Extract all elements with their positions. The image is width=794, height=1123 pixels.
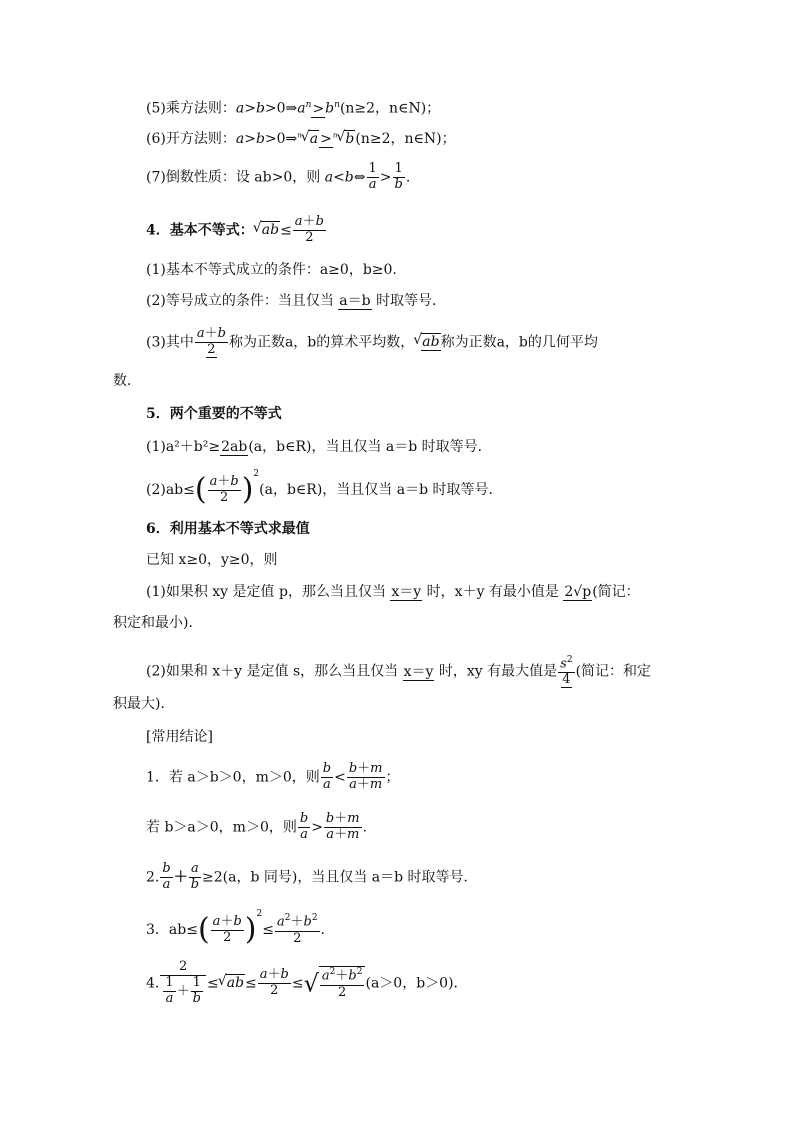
p1-post: (简记： [592, 584, 640, 600]
section-4-cond-3-end: 数． [113, 373, 141, 389]
ineq-2-post: (a，b∈R)，当且仅当 a＝b 时取等号． [259, 482, 503, 498]
c1-pre: 1．若 a＞b＞0，m＞0，则 [146, 769, 320, 786]
ineq-2-pre: (2)ab≤ [146, 482, 195, 498]
rule-5-cond: n≥2，n∈N [345, 100, 421, 117]
c4-post: (a＞0，b＞0)． [365, 975, 468, 992]
section-5-heading: 5．两个重要的不等式 [146, 406, 282, 422]
cond-2-post: 时取等号． [376, 293, 447, 309]
section-4-title: 4．基本不等式： [146, 222, 254, 239]
ineq-1-pre: (1)a²＋b²≥ [146, 439, 221, 455]
section-6-p1-end: 积定和最小)． [113, 615, 203, 631]
conclusion-1-alt: 若 b＞a＞0，m＞0，则 $\frac{b}{a}$ > $\frac{b+m}{a+m}$ . [146, 811, 368, 842]
p2-pre: (2)如果和 x＋y 是定值 s，那么当且仅当 [146, 663, 399, 680]
cond-3-mid: 称为正数a，b的算术平均数， [228, 334, 415, 351]
section-4-cond-3: (3)其中 $\frac{a+b}{2}$ 称为正数a，b的算术平均数，√ ab称为正数a，b的几何平均 [146, 327, 598, 358]
cond-2-eq: a＝b [339, 293, 371, 309]
ineq-1-post: (a，b∈R)，当且仅当 a＝b 时取等号． [248, 439, 492, 455]
section-5-ineq-1 [146, 440, 492, 454]
c4-pre: 4. [146, 975, 160, 992]
p2-mid: 时，xy 有最大值是 [438, 663, 558, 680]
rule-6-label: (6)开方法则： [146, 131, 236, 147]
conclusion-2: 2. $\frac{b}{a}$ ＋ $\frac{a}{b}$ ≥2(a，b 同号)，当且仅当 a＝b 时取等号． [146, 861, 478, 892]
rule-7-text: ab>0，则 [254, 169, 321, 186]
cond-3-pre: (3)其中 [146, 334, 194, 351]
p1-mid: 时，x＋y 有最小值是 [426, 584, 559, 600]
conclusion-1: 1．若 a＞b＞0，m＞0，则 $\frac{b}{a}$ < $\frac{b+m}{a+m}$ ； [146, 761, 400, 792]
section-6-p1 [146, 585, 640, 599]
c1-alt: 若 b＞a＞0，m＞0，则 [146, 819, 297, 836]
rule-7: (7)倒数性质：设 ab>0，则 a<b⇔ $\frac{1}{a}$ > $\frac{1}{b}$ . [146, 161, 411, 192]
cond-2-pre: (2)等号成立的条件：当且仅当 [146, 293, 334, 309]
conclusion-3: 3．ab≤( $\frac{a+b}{2}$ )$^2$≤ $\frac{a^2+b^2}{2}$ . [146, 909, 325, 947]
p2-eq: x＝y [403, 663, 434, 680]
rule-6-cond: n≥2，n∈N [360, 131, 437, 147]
section-4-cond-2 [146, 294, 446, 308]
p1-eq: x＝y [391, 584, 422, 600]
c3-pre: 3．ab≤ [146, 922, 198, 938]
section-4-heading: 4．基本不等式：√ ab≤ $\frac{a+b}{2}$ [146, 215, 327, 246]
c2-post: ≥2(a，b 同号)，当且仅当 a＝b 时取等号． [202, 869, 478, 886]
conclusions-heading: [常用结论] [146, 729, 213, 745]
conclusion-4: 4. 2 $\frac{1}{a}$ ＋ $\frac{1}{b}$ ≤√ ab≤ $\frac{a+b}{2}$ ≤√ $\frac{a^2+b^2}{2}$ (a＞0，b＞0)． [146, 960, 468, 1007]
section-6-p2-end: 积最大)． [113, 696, 175, 712]
p1-pre: (1)如果积 xy 是定值 p，那么当且仅当 [146, 584, 386, 600]
rule-7-label: (7)倒数性质：设 [146, 169, 250, 186]
p2-post: (简记：和定 [575, 663, 652, 680]
ineq-1-u: 2ab [221, 439, 248, 455]
rule-5-label: (5)乘方法则： [146, 100, 236, 117]
section-6-given: 已知 x≥0，y≥0，则 [146, 552, 278, 568]
section-4-cond-1: (1)基本不等式成立的条件：a≥0，b≥0. [146, 262, 397, 278]
section-6-heading: 6．利用基本不等式求最值 [146, 521, 310, 537]
rule-5: (5)乘方法则：$a>b>0\Rightarrow a^n>b^n(n\ge 2$，n∈N)； [146, 100, 441, 117]
cond-3-post: 称为正数a，b的几何平均 [440, 334, 598, 351]
p1-val: 2√p [564, 584, 592, 600]
rule-6: (6)开方法则：a>b>0⇒$^n$√ a >$^n$√ b(n≥2，n∈N)； [146, 132, 456, 146]
section-5-ineq-2: (2)ab≤( $\frac{a+b}{2}$ )$^2$(a，b∈R)，当且仅当 a＝b 时取等号． [146, 469, 503, 507]
section-6-p2: (2)如果和 x＋y 是定值 s，那么当且仅当 x＝y 时，xy 有最大值是 $\frac{s^2}{4}$ (简记：和定 [146, 655, 652, 688]
